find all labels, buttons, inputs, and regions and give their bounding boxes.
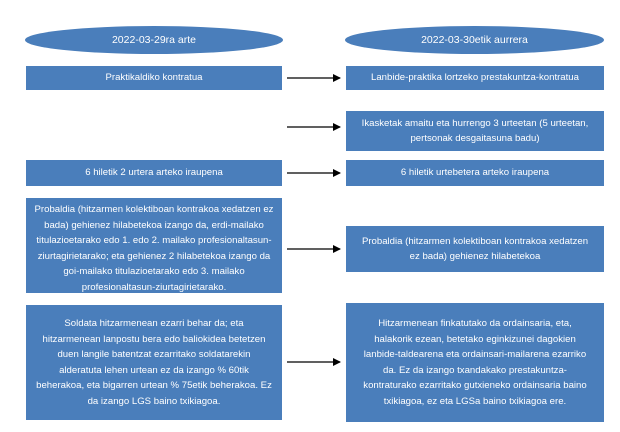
before-contract-type: Praktikaldiko kontratua bbox=[26, 66, 282, 90]
before-salary: Soldata hitzarmenean ezarri behar da; eta hitzarmenean lanpostu bera edo baliokidea betetzen duen langile batentzat ezarritako soldatarekin alderatuta lehen urtean ez da izango % 60tik beherakoa, eta bigarren urtean % 75etik beherakoa. Ez da izango LGS baino txikiagoa. bbox=[26, 305, 282, 420]
after-contract-type: Lanbide-praktika lortzeko prestakuntza-kontratua bbox=[346, 66, 604, 90]
after-salary: Hitzarmenean finkatutako da ordainsaria, eta, halakorik ezean, betetako eginkizunei dagokien lanbide-taldearena eta ordainsari-mailarena ezarriko da. Ez da izango txandakako prestakuntza-kontraturako ezarritako gutxieneko ordainsaria baino txikiagoa, ez eta LGSa baino txikiagoa ere. bbox=[346, 303, 604, 422]
after-duration: 6 hiletik urtebetera arteko iraupena bbox=[346, 160, 604, 186]
before-probation: Probaldia (hitzarmen kolektiboan kontrakoa xedatzen ez bada) gehienez hilabetekoa izango da, erdi-mailako titulazioetarako edo 1. edo 2. mailako profesionaltasun-ziurtagirietarako; eta gehienez 2 hilabetekoa izango da goi-mailako titulazioetarako edo 3. mailako profesionaltasun-ziurtagirietarako. bbox=[26, 198, 282, 293]
after-probation: Probaldia (hitzarmen kolektiboan kontrakoa xedatzen ez bada) gehienez hilabetekoa bbox=[346, 226, 604, 272]
header-before: 2022-03-29ra arte bbox=[25, 26, 283, 54]
before-duration: 6 hiletik 2 urtera arteko iraupena bbox=[26, 160, 282, 186]
header-after: 2022-03-30etik aurrera bbox=[345, 26, 604, 54]
after-eligibility: Ikasketak amaitu eta hurrengo 3 urteetan (5 urteetan, pertsonak desgaitasuna badu) bbox=[346, 111, 604, 151]
